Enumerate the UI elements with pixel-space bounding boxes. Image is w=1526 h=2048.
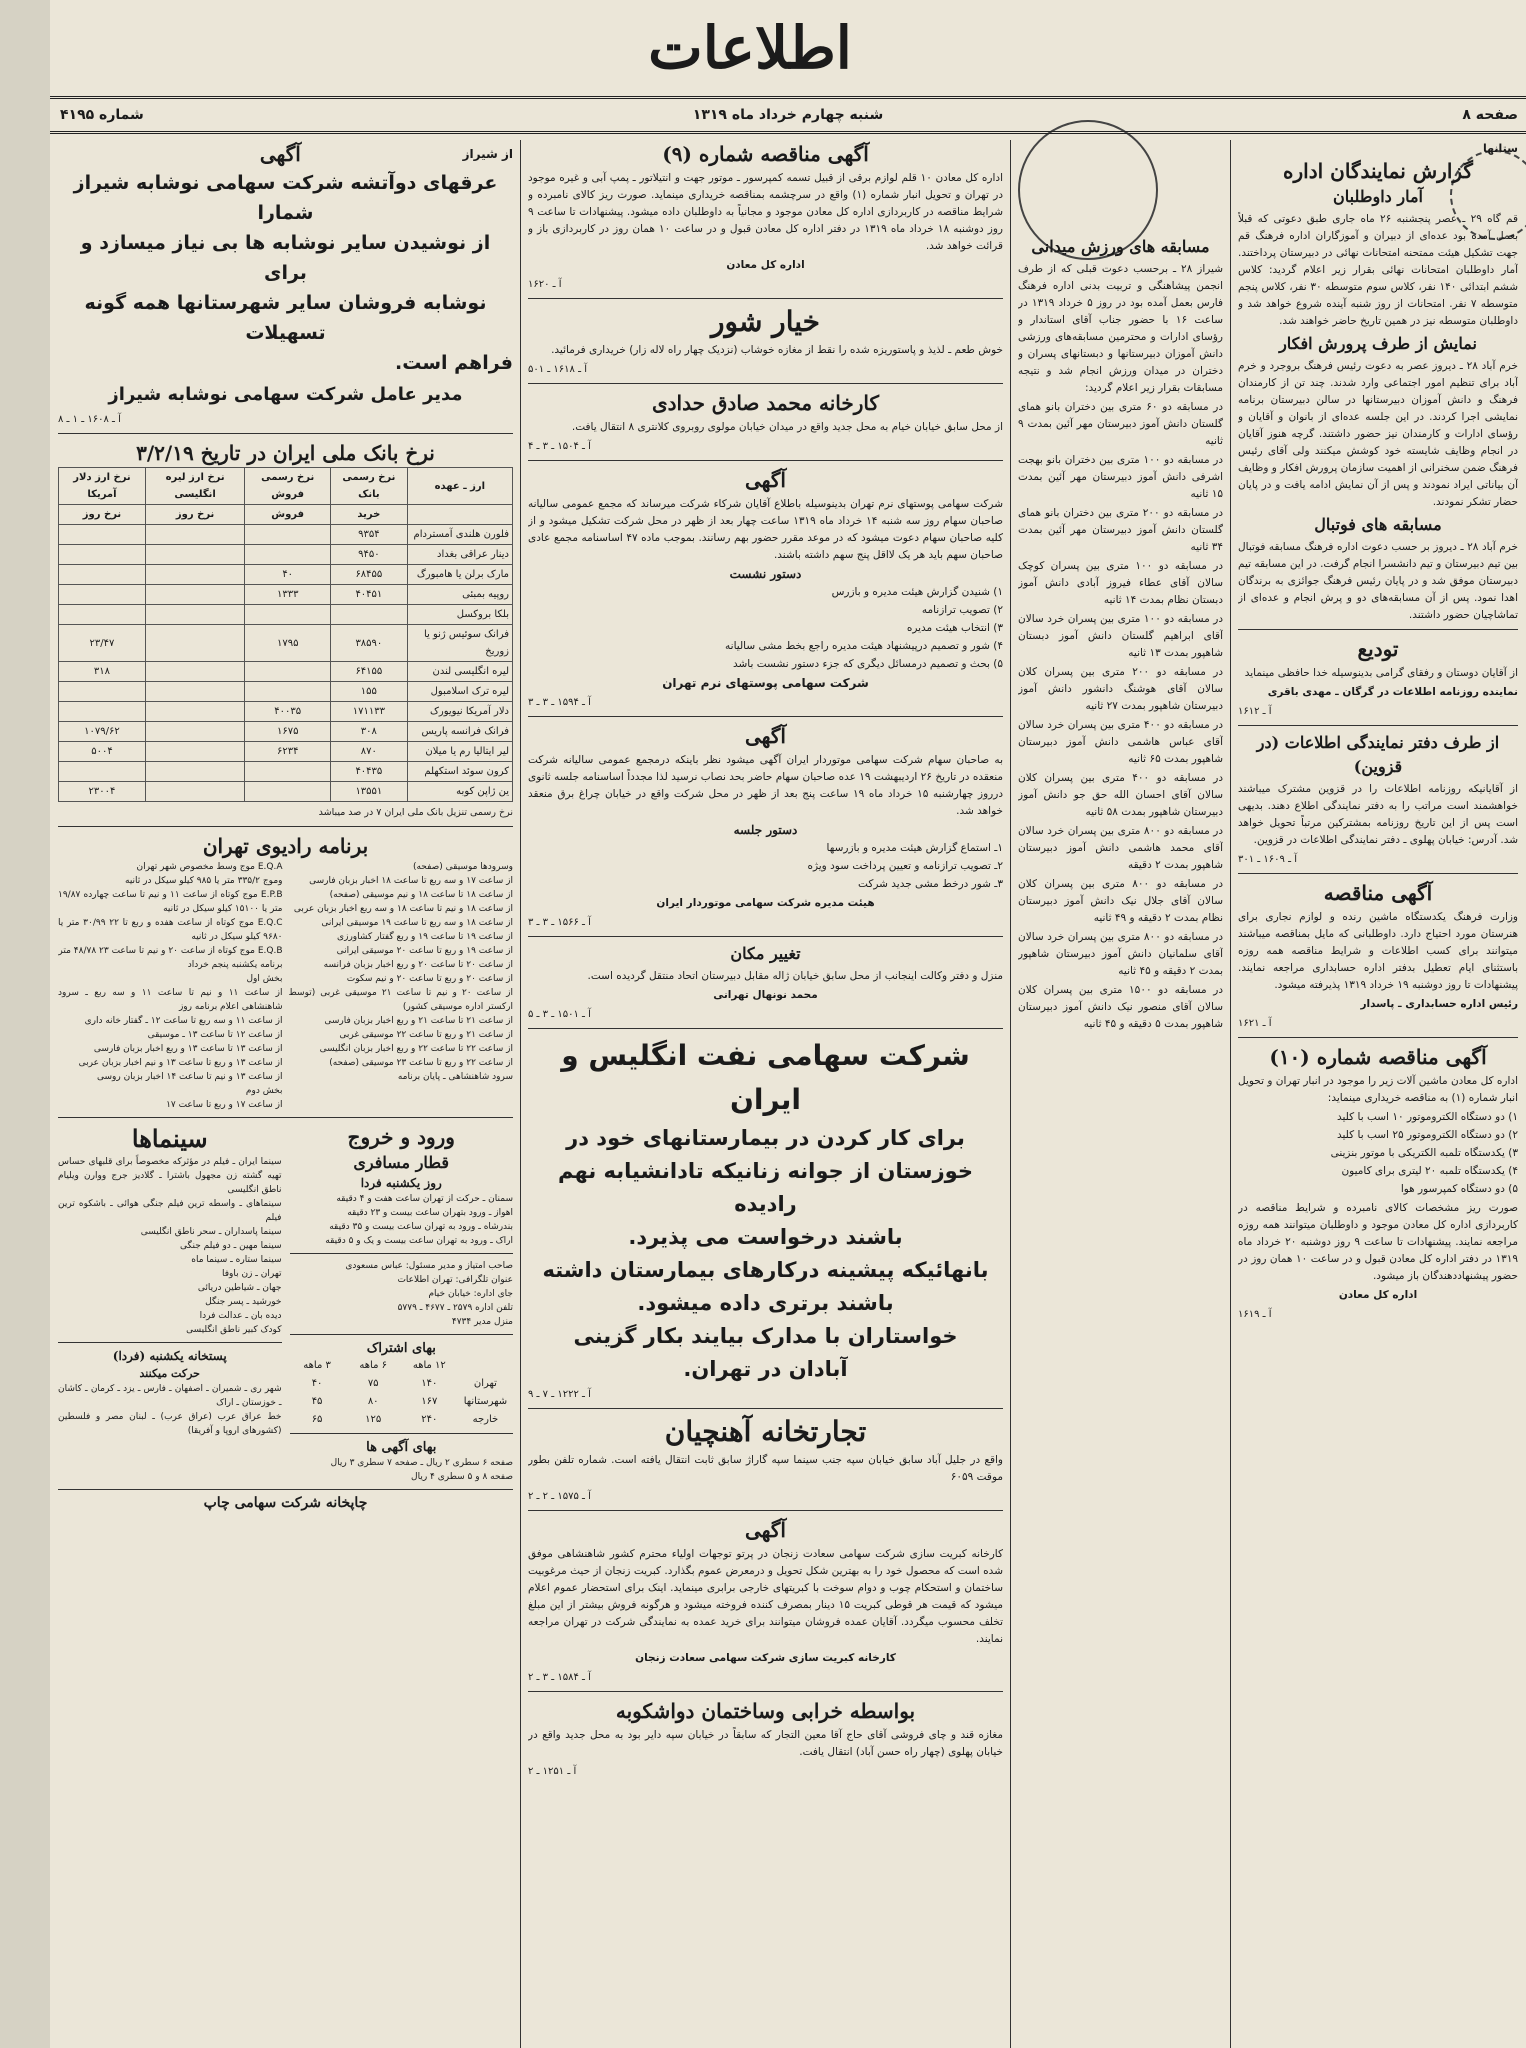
publisher-line: منزل مدیر ۴۷۳۴ [451,1317,513,1327]
cinema-item: سینماهای ـ واسطه ترین فیلم جنگی هوائی ـ باشکوه ترین فیلم [58,1199,282,1223]
rate-cell: ۱۳۵۵۱ [331,782,408,802]
rate-cell [59,525,146,545]
rate-cell: ۱۶۷۵ [245,722,331,742]
ad-title: بواسطه خرابی وساختمان دواشکوبه [615,1699,916,1723]
rate-cell [145,702,244,722]
currency-name: کرون سوئد استکهلم [407,762,512,782]
rate-cell: ۶۸۴۵۵ [331,565,408,585]
ad-ref: آ ـ ۱۵۶۶ ـ ۳ ـ ۳ [528,917,591,928]
rate-cell [145,662,244,682]
table-row [59,545,513,565]
result-item: در مسابقه دو ۱۰۰ متری بین پسران خرد سالان آقای ابراهیم گلستان دانش آموز دبستان شاهپور بمدت ۱۳ ثانیه [1018,613,1223,659]
train-line: سمنان ـ حرکت از تهران ساعت هفت و ۴ دقیقه [336,1194,513,1204]
table-row [59,662,513,682]
ad-title: کارخانه محمد صادق حدادی [651,391,880,415]
radio-line: از ساعت ۲۱ و ربع تا ساعت ۲۲ موسیقی غربی [339,1030,513,1040]
ad-rate-line: صفحه ۸ و ۵ سطری ۴ ریال [411,1472,513,1482]
train-line: اراک ـ ورود به تهران ساعت بیست و یک و ۵ دقیقه [325,1236,513,1246]
tender-text: وزارت فرهنگ یکدستگاه ماشین رنده و لوازم نجاری برای هنرستان مورد احتیاج دارد. داوطلبانی که مایل بمناقصه میباشند میتوانند برای کسب اطلاعات و شرایط مناقصه همه روزه باستثنای ایام تعطیل بدفتر اداره حسابداری مراجعه نمایند. پیشنهادات تا روز دوشنبه ۱۹ خرداد ۱۳۱۹ پذیرفته میشود. [1238,911,1518,991]
rate-cell: ۶۴۱۵۵ [331,662,408,682]
currency-name: روپیه بمبئی [407,585,512,605]
radio-line: از ساعت ۱۱ و نیم تا ساعت ۱۱ و سه ربع ـ سرود شاهنشاهی اعلام برنامه روز [58,988,283,1012]
job-ad-line: آبادان در تهران. [683,1357,848,1381]
publisher-line: عنوان تلگرافی: تهران اطلاعات [397,1275,513,1285]
news-paragraph: شیراز ۲۸ ـ برحسب دعوت قبلی که از طرف انجمن پیشاهنگی و تربیت بدنی اداره فرهنگ فارس بعمل آمده بود در روز ۵ خرداد ۱۳۱۹ در ساعت ۱۶ با حضور جناب آقای استاندار و رؤسای ادارات و محترمین مسابقه‌های ورزشی دانش آموزان دبیرستانها و دبستانهای پسران و دختران در میدان ورزش انجام شد و نتیجه مسابقات بقرار زیر اعلام گردید: [1018,263,1223,394]
rate-cell: ۹۳۵۴ [331,525,408,545]
ad-ref: آ ـ ۱۶۱۲ [1238,706,1272,717]
tender10-title: آگهی مناقصه شماره (۱۰) [1269,1045,1487,1069]
train-line: اهواز ـ ورود بتهران ساعت بیست و ۲۳ دقیقه [347,1208,513,1218]
news-paragraph: خرم آباد ۲۸ ـ دیروز بر حسب دعوت اداره فرهنگ مسابقه فوتبال بین تیم دبیرستان و تیم دانشسرا انجام گرفت. در این مسابقه تیم دبیرستان موفق شد و در پایان رئیس فرهنگ جوائزی به برندگان اهدا نمود. پس از آن مسابقه‌های دو و پرش انجام و عده‌ای از تماشاچیان حضور داشتند. [1238,541,1518,621]
ad-rates-title: بهای آگهی ها [366,1440,437,1455]
rate-cell [145,742,244,762]
list-item: ۱) دو دستگاه الکتروموتور ۱۰ اسب با کلید [1337,1111,1518,1123]
rate-cell [245,662,331,682]
ad-sign: اداره کل معادن [726,259,805,271]
agenda-item: ۲) تصویب ترازنامه [921,604,1003,616]
rate-cell [145,565,244,585]
rate-cell [59,762,146,782]
rate-cell [331,605,408,625]
table-row [59,625,513,662]
ad-ref: آ ـ ۱۶۱۹ [1238,1309,1272,1320]
radio-line: از ساعت ۱۸ و سه ربع تا ساعت ۱۹ موسیقی ایرانی [321,918,513,928]
column-rule [1230,140,1231,2048]
ad-title: تجارتخانه آهنچیان [664,1415,867,1448]
ad-ref: آ ـ ۱۶۲۰ [528,279,562,290]
rate-cell [59,702,146,722]
ad-title: آگهی مناقصه شماره (۹) [662,142,869,166]
rate-cell [145,625,244,662]
radio-column-left [58,860,283,1112]
bank-rates-table [58,467,513,802]
cinema-item: کودک کبیر ناطق انگلیسی [186,1325,282,1335]
table-header: نرخ رسمی بانک [331,468,408,505]
rate-cell [145,722,244,742]
rate-cell [59,545,146,565]
ad-text: از محل سابق خیابان خیام به محل جدید واقع در میدان خیابان مولوی روبروی کلانتری ۸ انتقال یافت. [571,421,1003,433]
ad-sign: هیئت مدیره شرکت سهامی موتوردار ایران [656,897,875,909]
rate-cell: ۴۰۴۳۵ [331,762,408,782]
ad-text: کارخانه کبریت سازی شرکت سهامی سعادت زنجان در پرتو توجهات اولیاء محترم کشور شاهنشاهی موفق شده است که محصول خود را به بهترین شکل تحویل و درمعرض عموم بگذارد. کبریت زنجان از حیث مرغوبیت ساختمان و استحکام چوب و دوام سوخت با کبریتهای خارجی برابری مینماید. اینک برای استحضار عموم اعلام میشود که قیمت هر قوطی کبریت ۱۵ دینار بمصرف کننده فروخته میشود و هرگونه فروش بیشتر از این مبلغ تخلف محسوب میگردد. آقایان عمده فروشان میتوانند برای خرید عمده به نمایندگی شرکت در تهران مراجعه نمایند. [528,1548,1003,1645]
rate-cell [59,605,146,625]
newspaper-page [50,0,1526,2048]
ad-ref: آ ـ ۱۶۲۱ [1238,1018,1272,1029]
rate-cell: ۱۰۷۹/۶۲ [59,722,146,742]
issue-date: شنبه چهارم خرداد ماه ۱۳۱۹ [692,107,884,123]
table-subheader: نرخ روز [145,505,244,525]
ad-text: خوش طعم ـ لذیذ و پاستوریزه شده را نقط از مغازه خوشاب (نزدیک چهار راه لاله زار) خریداری فرمائید. [551,344,1003,356]
cinema-item: دیده بان ـ عدالت فردا [199,1311,282,1321]
rate-cell [145,605,244,625]
subscription-table [290,1357,514,1428]
qazvin-text: از آقایانیکه روزنامه اطلاعات را در قزوین مشترک میباشند خواهشمند است مراتب را به دفتر نمایندگی اطلاع دهند. بدیهی است پس از این تاریخ روزنامه بمشترکین مرتباً تحویل خواهد شد. آدرس: خیابان پهلوی ـ دفتر نمایندگی اطلاعات در قزوین. [1238,783,1518,846]
result-item: در مسابقه دو ۸۰۰ متری بین پسران کلان سالان آقای جلال نیک دانش آموز دبیرستان نظام بمدت ۲ دقیقه و ۴۹ ثانیه [1018,878,1223,924]
ad-title: تغییر مکان [730,944,801,963]
result-item: در مسابقه دو ۱۵۰۰ متری بین پسران کلان سالان آقای منصور نیک دانش آموز دبیرستان شاهپور بمدت ۵ دقیقه و ۴۵ ثانیه [1018,984,1223,1030]
table-header: نرخ رسمی فروش [245,468,331,505]
table-header: نرخ ارز لیره انگلیسی [145,468,244,505]
list-item: ۴) یکدستگاه تلمبه ۲۰ لیتری برای کامیون [1341,1165,1518,1177]
subheading: مسابقه های فوتبال [1314,515,1442,534]
table-row [59,585,513,605]
travel-sub: قطار مسافری [353,1153,450,1172]
column-provincial-reports [1238,140,1518,2048]
ad-ref: آ ـ ۱۵۰۱ ـ ۳ ـ ۵ [528,1009,591,1020]
tender-title: آگهی مناقصه [1323,881,1433,905]
currency-name: دینار عراقی بغداد [407,545,512,565]
train-line: بندرشاه ـ ورود به تهران ساعت بیست و ۳۵ دقیقه [329,1222,513,1232]
ad-text: شرکت سهامی پوستهای نرم تهران بدینوسیله باطلاع آقایان شرکاء شرکت میرساند که مجمع عمومی سالیانه صاحبان سهام روز سه شنبه ۱۴ خرداد ماه ۱۳۱۹ ساعت چهار بعد از ظهر در محل شرکت تشکیل میشود و از کلیه صاحبان سهام دعوت میشود که در موعد مقرر حضور بهم رسانند. بموجب ماده ۴۷ اساسنامه مجمع عادی صاحبان سهم باید هر یک لااقل پنج سهم داشته باشند. [528,498,1003,561]
radio-line: سرود شاهنشاهی ـ پایان برنامه [397,1072,513,1082]
rate-cell: ۶۲۳۴ [245,742,331,762]
radio-line: از ساعت ۱۳ و نیم تا ساعت ۱۴ اخبار بزبان روسی [96,1072,283,1082]
table-header: نرخ ارز دلار آمریکا [59,468,146,505]
cinema-item: سینما مهین ـ دو فیلم جنگی [180,1241,282,1251]
agenda-list [528,840,1003,893]
ad-ref: آ ـ ۱۲۵۱ ـ ۲ [528,1766,577,1777]
table-row [59,722,513,742]
currency-name: فرانک سوئیس ژنو یا زوریخ [407,625,512,662]
ad-sign: شرکت سهامی پوستهای نرم تهران [662,676,869,690]
radio-title: برنامه رادیوی تهران [202,834,369,858]
publisher-line: تلفن اداره ۲۵۷۹ ـ ۴۶۷۷ ـ ۵۷۷۹ [397,1303,513,1313]
ad-rate-line: صفحه ۶ سطری ۲ ریال ـ صفحه ۷ سطری ۳ ریال [330,1458,513,1468]
section-title: گزارش نمایندگان اداره [1283,159,1473,183]
agenda-list [528,584,1003,673]
ad-text: اداره کل معادن ۱۰ قلم لوازم برقی از قبیل تسمه کمپرسور ـ موتور جهت و انتیلاتور ـ پمپ آبی و غیره موجود در تهران و تحویل انبار شماره (۱) واقع در سرچشمه بمناقصه خریداری مینماید. صورت ریز کالای نامبرده و شرایط مناقصه در کاربردازی اداره کل معادن موجود و مجانیاً به داوطلبان داده میشود. پیشنهادات تا ساعت ۹ روز دوشنبه ۱۸ خرداد ماه ۱۳۱۹ در دفتر اداره کل معادن قبول و در ساعت ۱۰ همان روز در کاربردازی باز و قرائت خواهد شد. [528,172,1003,252]
rate-cell [145,762,244,782]
table-subheader: نرخ روز [59,505,146,525]
rate-cell: ۹۴۵۰ [331,545,408,565]
news-paragraph: خرم آباد ۲۸ ـ دیروز عصر به دعوت رئیس فرهنگ بروجرد و خرم آباد برای تنظیم امور اجتماعی وارد شدند. چند تن از کارمندان فرهنگ و دانش آموزان دبیرستانها در سالن دبیرستان برنامه نمایشی اجرا کردند. در این جلسه عده‌ای از بانوان و آقایان و رؤسای ادارات و کارمندان نیز حضور داشتند. گرچه هنوز آقایان در انجام وظایف شایسته خود کوشش میکنند ولی آقای رئیس فرهنگ ضمن سخنرانی از اهمیت سازمان پرورش افکار و وظایف آن بیاناتی ایراد نمودند و پس از آن نمایش ادامه یافت و در پایان حضار تشکر نمودند. [1238,360,1518,508]
qazvin-title: از طرف دفتر نمایندگی اطلاعات (در قزوین) [1256,733,1500,776]
rate-cell: ۴۰۴۵۱ [331,585,408,605]
radio-line: بخش دوم [245,1086,283,1096]
publisher-line: صاحب امتیاز و مدیر مسئول: عباس مسعودی [345,1261,513,1271]
printer-footer: چاپخانه شرکت سهامی چاپ [203,1495,368,1511]
rate-cell: ۳۰۸ [331,722,408,742]
rate-cell [145,782,244,802]
subscription-cell: ۲۴۰ [421,1414,438,1425]
shiraz-line: فراهم است. [395,352,513,374]
rate-cell: ۲۳۰۰۴ [59,782,146,802]
currency-name: فلورن هلندی آمستردام [407,525,512,545]
section-label: ستانها [1483,142,1518,155]
subscription-cell: شهرستانها [463,1396,508,1407]
bank-rates-title: نرخ بانک ملی ایران در تاریخ ۳/۲/۱۹ [136,441,435,465]
result-item: در مسابقه دو ۱۰۰ متری بین دختران بانو بهجت اشرفی دانش آموز دبیرستان مهر آئین بمدت ۱۵ ثانیه [1018,454,1223,500]
subscription-cell: ۱۶۷ [421,1396,438,1407]
rate-cell [245,762,331,782]
rate-cell [245,545,331,565]
agenda-item: ۳) انتخاب هیئت مدیره [906,622,1003,634]
aioc-job-ad [528,1034,1003,1386]
agenda-item: ۳ـ شور درخط مشی جدید شرکت [858,878,1003,890]
issue-number: شماره ۴۱۹۵ [60,107,144,123]
rate-cell: ۴۰۰۳۵ [245,702,331,722]
radio-line: از ساعت ۱۷ و سه ربع تا ساعت ۱۸ اخبار بزبان فارسی [309,876,513,886]
job-ad-line: بانهائیکه پیشینه درکارهای بیمارستان داشته [542,1258,989,1282]
job-ad-line: باشند برتری داده میشود. [637,1291,894,1315]
list-item: ۵) دو دستگاه کمپرسور هوا [1400,1183,1518,1195]
tender10-more: صورت ریز مشخصات کالای نامبرده و شرایط مناقصه در کاربردازی اداره کل معادن موجود و داوطلبان میتوانند همه روزه مراجعه نمایند. پیشنهادات تا ساعت ۹ روز دوشنبه ۲۰ خرداد ماه ۱۳۱۹ در دفتر اداره کل معادن قبول و در ساعت ۱۰ همان روز در حضور پیشنهاددهندگان باز میشود. [1238,1202,1518,1282]
rate-cell: ۳۱۸ [59,662,146,682]
radio-schedule [58,860,513,1112]
rate-cell: ۱۳۳۳ [245,585,331,605]
masthead: اطلاعات [648,14,852,82]
post-line: شهر ری ـ شمیران ـ اصفهان ـ فارس ـ یزد ـ کرمان ـ کاشان ـ خوزستان ـ اراک [58,1384,282,1408]
table-subheader [407,505,512,525]
radio-line: از ساعت ۱۲ تا ساعت ۱۳ ـ موسیقی [147,1030,283,1040]
radio-line: E.Q.C موج کوتاه از ساعت هفده و ربع تا ۲۲ ۳۰/۹۹ متر یا ۹۶۸۰ کیلو سیکل در ثانیه [58,918,283,942]
cinema-item: سینما پاسداران ـ سحر ناطق انگلیسی [140,1227,282,1237]
agenda-item: ۲ـ تصویب ترازنامه و تعیین پرداخت سود ویژه [807,860,1003,872]
rate-cell [245,782,331,802]
column-rule [520,140,521,2048]
bank-rates-body [59,525,513,802]
radio-line: از ساعت ۲۰ تا ساعت ۲۰ و ربع اخبار بزبان فرانسه [323,960,513,970]
radio-line: وموج ۳۳۵/۲ متر یا ۹۸۵ کیلو سیکل در ثانیه [125,876,283,886]
currency-name: لیره ترک اسلامبول [407,682,512,702]
radio-line: از ساعت ۱۳ تا ساعت ۱۳ و ربع اخبار بزبان فارسی [93,1044,283,1054]
column-sports [1018,235,1223,2048]
rate-cell: ۱۷۱۱۳۳ [331,702,408,722]
result-item: در مسابقه دو ۲۰۰ متری بین دختران بانو همای گلستان دانش آموز دبیرستان مهر آئین بمدت ۳۴ ثانیه [1018,507,1223,553]
rate-cell [245,682,331,702]
rate-cell: ۳۸۵۹۰ [331,625,408,662]
column-rule [1010,140,1011,2048]
table-row [59,605,513,625]
publisher-line: جای اداره: خیابان خیام [428,1289,513,1299]
publisher-info [290,1259,514,1329]
agenda-item: ۱) شنیدن گزارش هیئت مدیره و بازرس [831,586,1003,598]
currency-name: مارک برلن یا هامبورگ [407,565,512,585]
radio-line: از ساعت ۲۰ و ربع تا ساعت ۲۰ و نیم سکوت [346,974,513,984]
post-line: خط عراق عرب (عراق عرب) ـ لبنان مصر و فلسطین (کشورهای اروپا و آفریقا) [58,1412,282,1436]
ad-sign: محمد نونهال تهرانی [713,989,818,1001]
agenda-item: ۴) شور و تصمیم درپیشنهاد هیئت مدیره راجع بخط مشی سالیانه [725,640,1003,652]
table-row [59,682,513,702]
table-row [59,762,513,782]
table-row [59,702,513,722]
result-item: در مسابقه دو ۴۰۰ متری بین پسران خرد سالان آقای عباس هاشمی دانش آموز دبیرستان شاهپور بمدت ۶۵ ثانیه [1018,719,1223,765]
list-item: ۳) یکدستگاه تلمبه الکتریکی با موتور بنزینی [1330,1147,1518,1159]
cinema-item: سینما ستاره ـ سینما ماه [191,1255,282,1265]
table-header: ارز ـ عهده [407,468,512,505]
table-subheader: خرید [331,505,408,525]
cinema-item: تهران ـ زن باوفا [221,1269,282,1279]
tender10-text: اداره کل معادن ماشین آلات زیر را موجود در انبار تهران و تحویل انبار شماره (۱) به مناقصه خریداری مینماید: [1238,1075,1518,1104]
tender-sign: رئیس اداره حسابداری ـ پاسدار [1360,998,1518,1010]
subscription-cell: ۱۲ ماهه [412,1360,446,1371]
subheading: آمار داوطلبان [1333,187,1423,206]
list-item: ۲) دو دستگاه الکتروموتور ۲۵ اسب با کلید [1337,1129,1518,1141]
ad-title: آگهی [745,468,786,492]
subscription-cell: ۷۵ [367,1378,379,1389]
column-left [58,140,513,2048]
rate-cell: ۲۳/۴۷ [59,625,146,662]
cinema-item: جهان ـ شیاطین دریائی [197,1283,282,1293]
result-item: در مسابقه دو ۶۰ متری بین دختران بانو همای گلستان دانش آموز دبیرستان مهر آئین بمدت ۹ ثانیه [1018,401,1223,447]
rate-cell: ۱۷۹۵ [245,625,331,662]
ad-ref: آ ـ ۱۵۹۴ ـ ۳ ـ ۳ [528,697,591,708]
cinema-section [58,1123,282,1484]
subscription-cell: ۱۲۵ [365,1414,382,1425]
agenda-title: دستور جلسه [733,823,798,837]
subscription-cell: ۸۰ [367,1396,379,1407]
post-sub: حرکت میکنند [139,1367,200,1380]
radio-line: از ساعت ۱۸ تا ساعت ۱۸ و نیم موسیقی (صفحه) [329,890,513,900]
rate-cell [145,545,244,565]
radio-line: از ساعت ۲۲ تا ساعت ۲۲ و ربع اخبار بزبان انگلیسی [319,1044,513,1054]
table-row [59,782,513,802]
radio-column-right [289,860,514,1112]
radio-line: از ساعت ۲۲ و ربع تا ساعت ۲۳ موسیقی (صفحه) [329,1058,513,1068]
result-item: در مسابقه دو ۸۰۰ متری بین پسران خرد سالان آقای محمد هاشمی دانش آموز دبیرستان شاهپور بمدت ۲ دقیقه [1018,825,1223,871]
ad-text: به صاحبان سهام شرکت سهامی موتوردار ایران آگهی میشود نظر باینکه درمجمع عمومی سالیانه شرکت منعقده در تاریخ ۲۶ اردیبهشت ۱۹ عده صاحبان سهام حاضر بحد نصاب نرسید لذا مجدداً اساسنامه جلسه ثانوی درروز چهارشنبه ۱۵ خرداد ماه ۱۹ ساعت پنج بعد از ظهر در محل شرکت واقع در خیابان چراغ برق منعقد خواهد شد. [528,754,1003,817]
shiraz-ad-title: آگهی [259,142,301,166]
rate-cell [59,682,146,702]
page-number: صفحه ۸ [1462,107,1518,123]
travel-title: ورود و خروج [347,1125,455,1149]
subscription-cell: ۶ ماهه [359,1360,387,1371]
table-row [59,525,513,545]
subscription-cell: ۳ ماهه [303,1360,331,1371]
radio-line: از ساعت ۱۷ و ربع تا ساعت ۱۷ [166,1100,283,1110]
subscription-cell [458,1357,513,1374]
ad-text: مغازه قند و چای فروشی آقای حاج آقا معین التجار که سابقاً در خیابان سپه دایر بود به محل جدید واقع در خیابان پهلوی (چهار راه حسن آباد) انتقال یافت. [528,1729,1003,1758]
dateline [50,96,1526,134]
result-item: در مسابقه دو ۱۰۰ متری بین پسران کوچک سالان آقای عطاء فیروز آبادی دانش آموز دبستان نظام بمدت ۱۴ ثانیه [1018,560,1223,606]
cinema-title: سینماها [131,1124,208,1153]
ad-ref: آ ـ ۱۶۰۹ ـ ۳۰۱ [1238,854,1297,865]
rate-cell [59,585,146,605]
ad-sign: کارخانه کبریت سازی شرکت سهامی سعادت زنجان [635,1652,896,1664]
rate-cell [145,525,244,545]
rate-cell: ۵۰۰۴ [59,742,146,762]
currency-name: لیره انگلیسی لندن [407,662,512,682]
subscription-cell: ۴۰ [311,1378,323,1389]
rate-cell [145,682,244,702]
table-row [59,742,513,762]
ad-ref: آ ـ ۱۵۷۵ ـ ۲ ـ ۲ [528,1491,591,1502]
shiraz-label: از شیراز [462,146,513,161]
ad-ref: آ ـ ۱۶۰۸ ـ ۱ ـ ۸ [58,414,121,425]
shiraz-line: نوشابه فروشان سایر شهرستانها همه گونه تسهیلات [84,292,487,344]
currency-name: دلار آمریکا نیویورک [407,702,512,722]
farewell-title: تودیع [1357,637,1399,661]
radio-line: E.Q.B موج کوتاه از ساعت ۲۰ و نیم تا ساعت ۲۳ ۴۸/۷۸ متر [58,946,283,956]
radio-line: بخش اول [246,974,283,984]
agenda-title: دستور نشست [729,567,802,581]
bank-note: نرخ رسمی تنزیل بانک ملی ایران ۷ در صد میباشد [318,807,513,818]
radio-line: از ساعت ۱۹ تا ساعت ۱۹ و ربع گفتار کشاورزی [337,932,513,942]
shiraz-line: عرقهای دوآتشه شرکت سهامی نوشابه شیراز شمارا [73,172,498,224]
rate-cell [145,585,244,605]
rate-cell [245,525,331,545]
rate-cell [59,565,146,585]
subscription-cell: ۴۵ [311,1396,323,1407]
travel-lines [290,1192,514,1248]
currency-name: لیر ایتالیا رم یا میلان [407,742,512,762]
shiraz-line: از نوشیدن سایر نوشابه ها بی نیاز میسازد و برای [80,232,491,284]
subheading: نمایش از طرف پرورش افکار [1279,334,1477,353]
rate-cell: ۴۰ [245,565,331,585]
radio-line: از ساعت ۲۰ و نیم تا ساعت ۲۱ موسیقی غربی (توسط ارکستر اداره موسیقی کشور) [288,988,513,1012]
radio-line: E.P.B موج کوتاه از ساعت ۱۱ و نیم تا ساعت چهارده ۱۹/۸۷ متر یا ۱۵۱۰۰ کیلو سیکل در ثانیه [58,890,283,914]
section-title: مسابقه های ورزش میدانی [1031,237,1210,256]
ad-ref: آ ـ ۱۲۲۲ ـ ۷ ـ ۹ [528,1389,591,1400]
ad-title: آگهی [745,1518,786,1542]
rate-cell: ۸۷۰ [331,742,408,762]
farewell-text: از آقایان دوستان و رفقای گرامی بدینوسیله خدا حافظی مینماید [1244,667,1518,679]
ad-ref: آ ـ ۱۶۱۸ ـ ۵۰۱ [528,364,587,375]
subscription-cell: خارجه [472,1414,499,1425]
ad-ref: آ ـ ۱۵۰۴ ـ ۳ ـ ۴ [528,441,591,452]
cinema-text: سینما ایران ـ فیلم در مؤثرکه مخصوصاً برای قلبهای حساس تهیه گشته زن مجهول باشترا ـ گلادیز جرج ووارن ویلیام ناطق انگلیسی [58,1157,282,1195]
tender10-list [1238,1109,1518,1198]
table-subheader: فروش [245,505,331,525]
radio-line: از ساعت ۲۱ تا ساعت ۲۱ و ربع اخبار بزبان فارسی [324,1016,513,1026]
job-ad-line: خوزستان از جوانه زنانیکه تادانشیابه نهم رادیده [558,1159,973,1216]
radio-line: E.Q.A موج وسط مخصوص شهر تهران [136,862,283,872]
result-item: در مسابقه دو ۸۰۰ متری بین پسران خرد سالان آقای سلمانیان دانش آموز دبیرستان شاهپور بمدت ۲ دقیقه و ۴۵ ثانیه [1018,931,1223,977]
radio-line: وسرودها موسیقی (صفحه) [412,862,513,872]
cinema-item: خورشید ـ پسر جنگل [205,1297,282,1307]
farewell-sign: نماینده روزنامه اطلاعات در گرگان ـ مهدی باقری [1267,686,1518,698]
post-title: پستخانه یکشنبه (فردا) [112,1349,227,1363]
job-ad-line: شرکت سهامی نفت انگلیس و ایران [561,1039,970,1116]
currency-name: ین ژاپن کوبه [407,782,512,802]
table-row [59,565,513,585]
shiraz-sign: مدیر عامل شرکت سهامی نوشابه شیراز [108,384,463,405]
ad-text: واقع در جلیل آباد سابق خیابان سپه جنب سینما سپه گاراژ سابق ثابت انتقال یافته است. شماره تلفن بطور موقت ۶۰۵۹ [528,1454,1003,1483]
ad-text: منزل و دفتر وکالت اینجانب از محل سابق خیابان ژاله مقابل دبیرستان اتحاد منتقل گردیده است. [587,970,1003,982]
result-item: در مسابقه دو ۲۰۰ متری بین پسران کلان سالان آقای هوشنگ دانشور دانش آموز دبیرستان شاهپور بمدت ۲۷ ثانیه [1018,666,1223,712]
currency-name: فرانک فرانسه پاریس [407,722,512,742]
subscription-cell: ۶۵ [311,1414,323,1425]
agenda-item: ۵) بحث و تصمیم درمسائل دیگری که جزء دستور نشست باشد [732,658,1003,670]
cinema-list [58,1197,282,1337]
subscription-title: بهای اشتراک [366,1341,436,1356]
job-ad-line: خواستاران با مدارک بیایند بکار گزینی [573,1324,958,1348]
news-paragraph: قم گاه ۲۹ ـ عصر پنجشنبه ۲۶ ماه جاری طبق دعوتی که قبلاً بعمل آمده بود عده‌ای از دبیران و آموزگاران اداره فرهنگ قم جهت تشکیل هیئت ممتحنه امتحانات نهائی در دبیرستان پرداختند. آمار داوطلبان امتحانات نهائی بقرار زیر اعلام گردید: کلاس ششم ابتدائی ۱۴۰ نفر، کلاس سوم متوسطه ۳۰ نفر، کلاس پنجم متوسطه ۷ نفر. امتحانات از روز شنبه آینده شروع خواهد شد و داوطلبان متوسطه نیز در همین تاریخ حاضر خواهند شد. [1238,213,1518,327]
result-item: در مسابقه دو ۴۰۰ متری بین پسران کلان سالان آقای احسان الله حق جو دانش آموز دبیرستان شاهپور بمدت ۵۸ ثانیه [1018,772,1223,818]
subscription-cell: ۱۴۰ [421,1378,438,1389]
radio-line: برنامه یکشنبه پنجم خرداد [187,960,283,970]
job-ad-line: باشند درخواست می پذیرد. [628,1225,903,1249]
currency-name: بلکا بروکسل [407,605,512,625]
radio-line: از ساعت ۱۸ و نیم تا ساعت ۱۸ و سه ربع اخبار بزبان عربی [293,904,513,914]
ad-title: خیار شور [710,305,820,338]
subscription-cell: تهران [473,1378,497,1389]
ad-title: آگهی [745,724,786,748]
column-ads [528,140,1003,2048]
travel-section [290,1123,514,1484]
radio-line: از ساعت ۱۱ و سه ربع تا ساعت ۱۲ ـ گفتار خانه داری [84,1016,283,1026]
ad-ref: آ ـ ۱۵۸۴ ـ ۳ ـ ۲ [528,1672,591,1683]
radio-line: از ساعت ۱۳ و ربع تا ساعت ۱۳ و نیم اخبار بزبان عربی [78,1058,283,1068]
agenda-item: ۱ـ استماع گزارش هیئت مدیره و بازرسها [826,842,1003,854]
job-ad-line: برای کار کردن در بیمارستانهای خود در [566,1126,965,1150]
tender10-sign: اداره کل معادن [1338,1289,1418,1301]
travel-day: روز یکشنبه فردا [360,1176,442,1190]
rate-cell: ۱۵۵ [331,682,408,702]
radio-line: از ساعت ۱۹ و ربع تا ساعت ۲۰ موسیقی ایرانی [336,946,513,956]
rate-cell [245,605,331,625]
